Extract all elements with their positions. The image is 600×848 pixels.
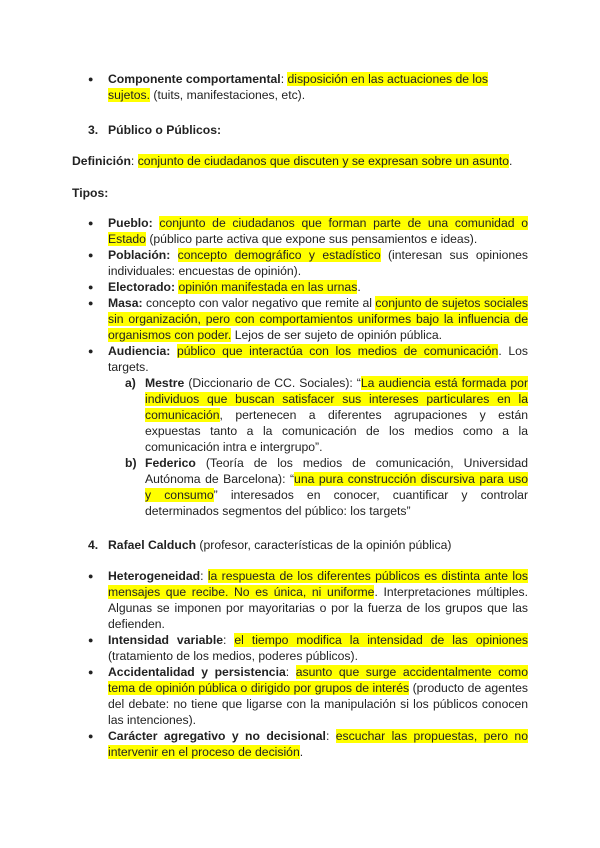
text: (público parte activa que expone sus pensamientos e ideas). (145, 232, 478, 246)
top-bullet-list (108, 71, 488, 103)
section-3-title (108, 122, 221, 138)
separator: : (325, 729, 336, 743)
term: Heterogeneidad (108, 569, 201, 583)
highlight: la respuesta de los diferentes públicos es distinta ante los mensajes que recibe. No es única, ni uniforme (108, 569, 528, 599)
list-item (108, 728, 528, 760)
highlight: opinión manifestada en las urnas (178, 280, 358, 294)
highlight: La audiencia está formada por individuos que buscan satisfacer sus intereses particulares en la comunicación (145, 376, 529, 422)
text: (Diccionario de CC. Sociales): “ (184, 376, 361, 390)
term: Federico (145, 456, 196, 470)
term: Pueblo: (108, 216, 153, 230)
list-item (108, 215, 528, 247)
text: , pertenecen a diferentes agrupaciones y están expuestas tanto a la comunicación de los medios como a la comunicación intra e intergrupo”. (145, 408, 528, 454)
text: . (299, 745, 304, 759)
highlight: disposición en las actuaciones de los sujetos. (108, 72, 489, 102)
list-item (108, 71, 488, 103)
term: Población: (108, 248, 171, 262)
list-item (108, 295, 528, 343)
text: (tuits, manifestaciones, etc). (150, 88, 306, 102)
highlight: escuchar las propuestas, pero no intervenir en el proceso de decisión (108, 729, 528, 759)
sub-item-federico (125, 455, 528, 519)
section-number: 4. (88, 538, 99, 552)
space (170, 248, 177, 262)
text: . Los targets. (108, 344, 528, 374)
sub-label: b) (125, 456, 137, 470)
section-title: Público o Públicos: (108, 123, 222, 137)
list-item (108, 664, 528, 728)
list-item (108, 343, 528, 375)
term: Definición (72, 154, 131, 168)
audiencia-sublist (125, 375, 529, 519)
caracteristicas-list (108, 568, 528, 760)
space (170, 344, 177, 358)
section-title: Rafael Calduch (108, 538, 197, 552)
text: (profesor, características de la opinión pública) (196, 538, 452, 552)
list-item (108, 632, 528, 664)
section-number: 3. (88, 123, 99, 137)
term: Accidentalidad y persistencia (108, 665, 286, 679)
term: Carácter agregativo y no decisional (108, 729, 326, 743)
section-4-number (88, 537, 98, 553)
list-item (108, 279, 528, 295)
text: . Interpretaciones múltiples. Algunas se imponen por mayoritarias o por la fuerza de los grupos que las defienden. (108, 585, 528, 631)
separator: : (130, 154, 138, 168)
highlight: conjunto de ciudadanos que discuten y se expresan sobre un asunto (137, 154, 510, 168)
label: Tipos: (72, 186, 109, 200)
section-3-heading (88, 122, 98, 138)
text: ” interesados en conocer, cuantificar y controlar determinados segmentos del público: los targets” (145, 488, 528, 518)
highlight: conjunto de ciudadanos que forman parte de una comunidad o Estado (108, 216, 528, 246)
definicion-paragraph (72, 153, 532, 169)
text: (interesan sus opiniones individuales: encuestas de opinión). (108, 248, 529, 278)
separator: : (223, 633, 235, 647)
section-4-title (108, 537, 451, 553)
term: Mestre (145, 376, 185, 390)
tipos-list (108, 215, 528, 375)
highlight: conjunto de sujetos sociales sin organización, pero con comportamientos uniformes bajo la influencia de organismos con poder. (108, 296, 528, 342)
separator: : (200, 569, 208, 583)
term: Componente comportamental (108, 72, 281, 86)
term: Intensidad variable (108, 633, 223, 647)
separator: : (285, 665, 296, 679)
term: Masa: (108, 296, 143, 310)
highlight: concepto demográfico y estadístico (177, 248, 381, 262)
text: Lejos de ser sujeto de opinión pública. (231, 328, 443, 342)
highlight: el tiempo modifica la intensidad de las opiniones (234, 633, 529, 647)
term: Electorado: (108, 280, 176, 294)
text: (producto de agentes del debate: no tiene que ligarse con la manipulación si los públicos conocen las intenciones). (108, 681, 528, 727)
sub-item-mestre (125, 375, 529, 455)
term: Audiencia: (108, 344, 171, 358)
highlight: público que interactúa con los medios de comunicación (176, 344, 499, 358)
list-item (108, 568, 528, 632)
text: . (357, 280, 361, 294)
text: . (509, 154, 513, 168)
tipos-label (72, 185, 108, 201)
text: (Teoría de los medios de comunicación, Universidad Autónoma de Barcelona): “ (145, 456, 528, 486)
separator: : (280, 72, 285, 86)
sub-label: a) (125, 376, 136, 390)
text: concepto con valor negativo que remite al (146, 296, 376, 310)
highlight: asunto que surge accidentalmente como tema de opinión pública o dirigido por grupos de interés (108, 665, 528, 695)
highlight: una pura construcción discursiva para uso y consumo (145, 472, 528, 502)
text: (tratamiento de los medios, poderes públicos). (108, 649, 358, 663)
list-item (108, 247, 528, 279)
